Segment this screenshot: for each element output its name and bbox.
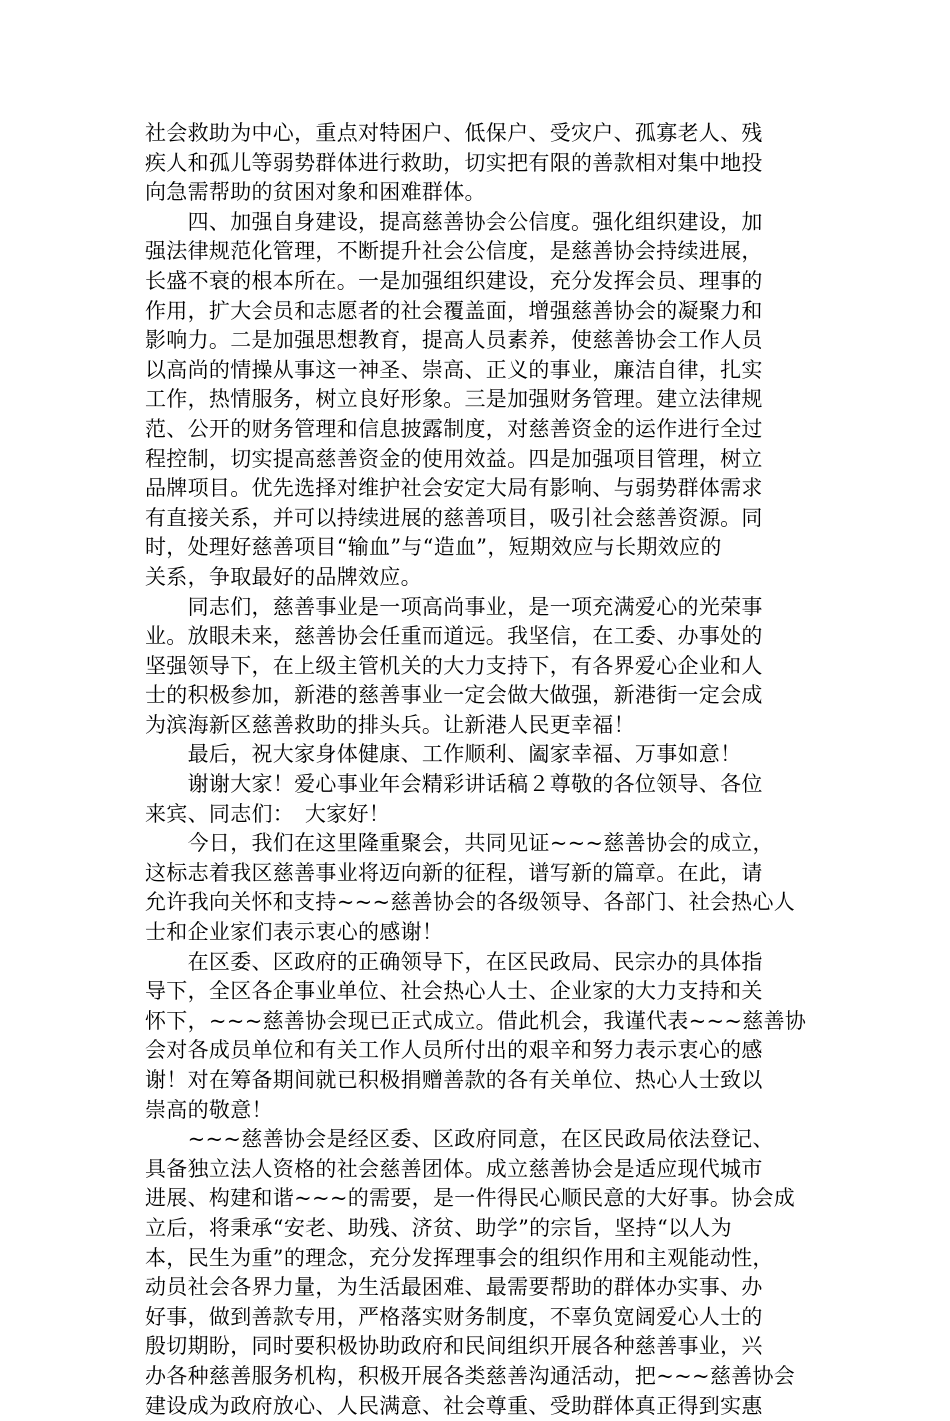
text-line: 影响力。二是加强思想教育，提高人员素养，使慈善协会工作人员	[145, 328, 763, 353]
text-line: 坚强领导下，在上级主管机关的大力支持下，有各界爱心企业和人	[145, 653, 763, 678]
text-line: 范、公开的财务管理和信息披露制度，对慈善资金的运作进行全过	[145, 416, 763, 441]
text-line: 殷切期盼，同时要积极协助政府和民间组织开展各种慈善事业，兴	[145, 1334, 763, 1359]
text-line: ~~~慈善协会是经区委、区政府同意，在区民政局依法登记、	[145, 1127, 774, 1152]
text-line: 工作，热情服务，树立良好形象。三是加强财务管理。建立法律规	[145, 387, 763, 412]
text-line: 具备独立法人资格的社会慈善团体。成立慈善协会是适应现代城市	[145, 1156, 763, 1181]
text-line: 立后，将秉承“安老、助残、济贫、助学”的宗旨，坚持“以人为	[145, 1215, 732, 1240]
text-line: 有直接关系，并可以持续进展的慈善项目，吸引社会慈善资源。同	[145, 505, 763, 530]
text-line: 怀下，~~~慈善协会现已正式成立。借此机会，我谨代表~~~慈善协	[145, 1008, 807, 1033]
text-line: 以高尚的情操从事这一神圣、崇高、正义的事业，廉洁自律，扎实	[145, 357, 763, 382]
text-line: 今日，我们在这里隆重聚会，共同见证~~~慈善协会的成立，	[145, 831, 774, 856]
text-line: 会对各成员单位和有关工作人员所付出的艰辛和努力表示衷心的感	[145, 1038, 763, 1063]
text-line: 为滨海新区慈善救助的排头兵。让新港人民更幸福！	[145, 712, 635, 737]
text-line: 这标志着我区慈善事业将迈向新的征程，谱写新的篇章。在此，请	[145, 860, 763, 885]
text-line: 允许我向关怀和支持~~~慈善协会的各级领导、各部门、社会热心人	[145, 890, 796, 915]
text-line: 动员社会各界力量，为生活最困难、最需要帮助的群体办实事、办	[145, 1275, 763, 1300]
text-line: 业。放眼未来，慈善协会任重而道远。我坚信，在工委、办事处的	[145, 624, 763, 649]
text-line: 时，处理好慈善项目“输血”与“造血”，短期效应与长期效应的	[145, 535, 722, 560]
text-line: 社会救助为中心，重点对特困户、低保户、受灾户、孤寡老人、残	[145, 121, 763, 145]
text-line: 四、加强自身建设，提高慈善协会公信度。强化组织建设，加	[145, 209, 763, 234]
text-line: 好事，做到善款专用，严格落实财务制度，不辜负宽阔爱心人士的	[145, 1304, 763, 1329]
text-line: 关系，争取最好的品牌效应。	[145, 564, 422, 589]
text-line: 同志们，慈善事业是一项高尚事业，是一项充满爱心的光荣事	[145, 594, 763, 619]
text-line: 进展、构建和谐~~~的需要，是一件得民心顺民意的大好事。协会成	[145, 1186, 796, 1211]
text-line: 崇高的敬意！	[145, 1097, 273, 1122]
text-line: 士的积极参加，新港的慈善事业一定会做大做强，新港街一定会成	[145, 683, 763, 708]
text-line: 最后，祝大家身体健康、工作顺利、阖家幸福、万事如意！	[145, 742, 742, 767]
text-line: 作用，扩大会员和志愿者的社会覆盖面，增强慈善协会的凝聚力和	[145, 298, 763, 323]
text-line: 谢！对在筹备期间就已积极捐赠善款的各有关单位、热心人士致以	[145, 1068, 763, 1092]
text-line: 强法律规范化管理，不断提升社会公信度，是慈善协会持续进展，	[145, 239, 763, 264]
text-line: 来宾、同志们： 大家好！	[145, 801, 391, 826]
text-line: 程控制，切实提高慈善资金的使用效益。四是加强项目管理，树立	[145, 446, 763, 471]
text-line: 长盛不衰的根本所在。一是加强组织建设，充分发挥会员、理事的	[145, 268, 763, 293]
text-line: 本，民生为重”的理念，充分发挥理事会的组织作用和主观能动性，	[145, 1245, 774, 1270]
text-line: 士和企业家们表示衷心的感谢！	[145, 920, 444, 945]
text-line: 向急需帮助的贫困对象和困难群体。	[145, 180, 486, 205]
text-line: 谢谢大家！爱心事业年会精彩讲话稿２尊敬的各位领导、各位	[145, 772, 763, 797]
text-line: 在区委、区政府的正确领导下，在区民政局、民宗办的具体指	[145, 949, 763, 974]
text-line: 建设成为政府放心、人民满意、社会尊重、受助群体真正得到实惠	[145, 1393, 763, 1418]
text-line: 办各种慈善服务机构，积极开展各类慈善沟通活动，把~~~慈善协会	[145, 1363, 796, 1388]
text-line: 品牌项目。优先选择对维护社会安定大局有影响、与弱势群体需求	[145, 476, 763, 501]
text-line: 疾人和孤儿等弱势群体进行救助，切实把有限的善款相对集中地投	[145, 150, 763, 175]
text-line: 导下，全区各企事业单位、社会热心人士、企业家的大力支持和关	[145, 979, 763, 1004]
document-body	[145, 119, 825, 1421]
